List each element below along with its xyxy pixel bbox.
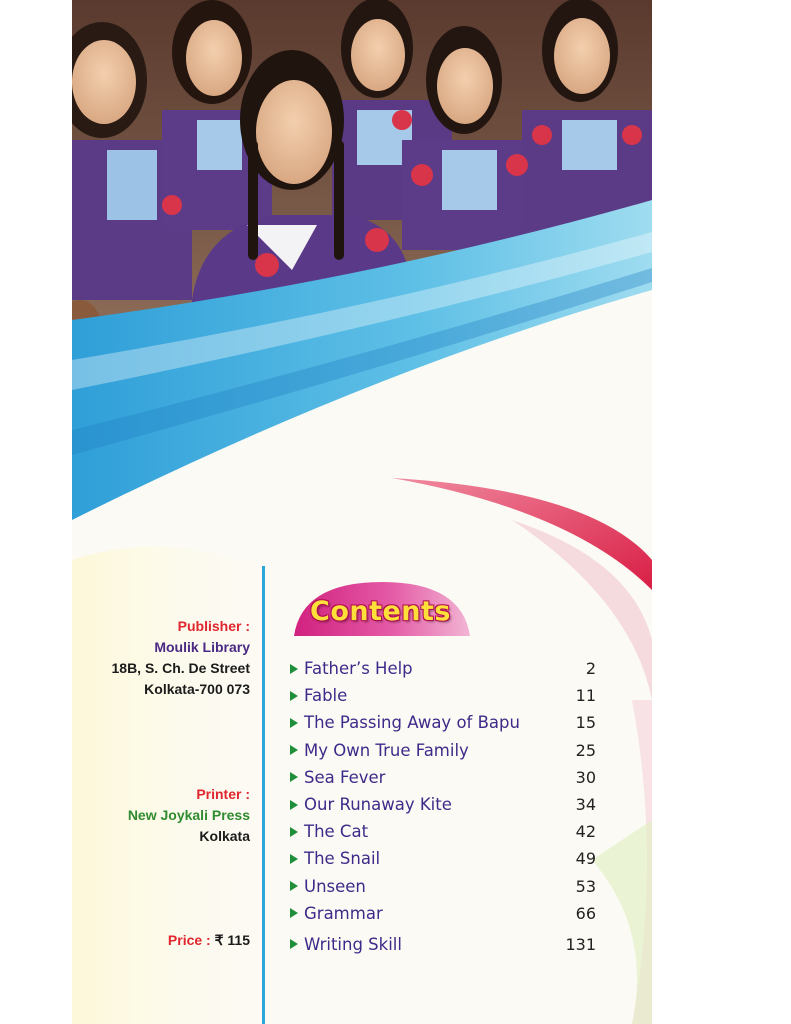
toc-item-page: 34	[575, 795, 596, 815]
toc-item	[290, 682, 602, 709]
publisher-name: Moulik Library	[154, 639, 250, 655]
toc-item	[290, 931, 602, 958]
bullet-arrow-icon	[290, 800, 298, 810]
toc-item	[290, 818, 602, 845]
toc-item-page: 66	[575, 903, 596, 923]
price-info	[168, 930, 250, 951]
publisher-address-line2: Kolkata-700 073	[144, 681, 250, 697]
toc-item-title: Writing Skill	[304, 934, 402, 954]
toc-item-page: 42	[575, 822, 596, 842]
price-value: ₹ 115	[214, 932, 250, 948]
toc-item-title: Father’s Help	[304, 659, 413, 679]
bullet-arrow-icon	[290, 772, 298, 782]
bullet-arrow-icon	[290, 827, 298, 837]
toc-item	[290, 737, 602, 764]
bullet-arrow-icon	[290, 854, 298, 864]
bullet-arrow-icon	[290, 664, 298, 674]
printer-info	[128, 784, 250, 847]
bullet-arrow-icon	[290, 718, 298, 728]
toc-item-title: Sea Fever	[304, 767, 386, 787]
publisher-info	[112, 616, 251, 700]
toc-item-page: 15	[575, 713, 596, 733]
table-of-contents	[290, 655, 602, 958]
printer-city: Kolkata	[199, 828, 250, 844]
bullet-arrow-icon	[290, 908, 298, 918]
toc-item-title: Our Runaway Kite	[304, 795, 452, 815]
publisher-label: Publisher :	[177, 618, 250, 634]
toc-item-title: My Own True Family	[304, 740, 469, 760]
toc-item-page: 30	[575, 767, 596, 787]
toc-item-title: Unseen	[304, 876, 366, 896]
toc-item-title: Grammar	[304, 903, 383, 923]
price-label: Price :	[167, 932, 211, 948]
column-divider	[262, 566, 265, 1024]
toc-item	[290, 764, 602, 791]
toc-item-page: 49	[575, 849, 596, 869]
toc-item-page: 53	[575, 876, 596, 896]
toc-item-page: 25	[575, 740, 596, 760]
toc-item	[290, 791, 602, 818]
toc-item-page: 2	[585, 659, 596, 679]
toc-item	[290, 873, 602, 900]
toc-item-page: 11	[575, 686, 596, 706]
bullet-arrow-icon	[290, 939, 298, 949]
toc-item	[290, 655, 602, 682]
toc-item-title: The Passing Away of Bapu	[304, 713, 520, 733]
book-cover-sheet	[72, 0, 652, 1024]
printer-label: Printer :	[196, 786, 250, 802]
publisher-address-line1: 18B, S. Ch. De Street	[111, 660, 250, 676]
toc-item-title: Fable	[304, 686, 348, 706]
contents-heading: Contents	[310, 596, 452, 627]
printer-name: New Joykali Press	[127, 807, 250, 823]
toc-item-title: The Snail	[304, 849, 381, 869]
toc-item	[290, 845, 602, 872]
toc-item-page: 131	[565, 934, 596, 954]
bullet-arrow-icon	[290, 881, 298, 891]
toc-item	[290, 900, 602, 927]
bullet-arrow-icon	[290, 691, 298, 701]
bullet-arrow-icon	[290, 745, 298, 755]
toc-item	[290, 709, 602, 736]
toc-item-title: The Cat	[304, 822, 369, 842]
